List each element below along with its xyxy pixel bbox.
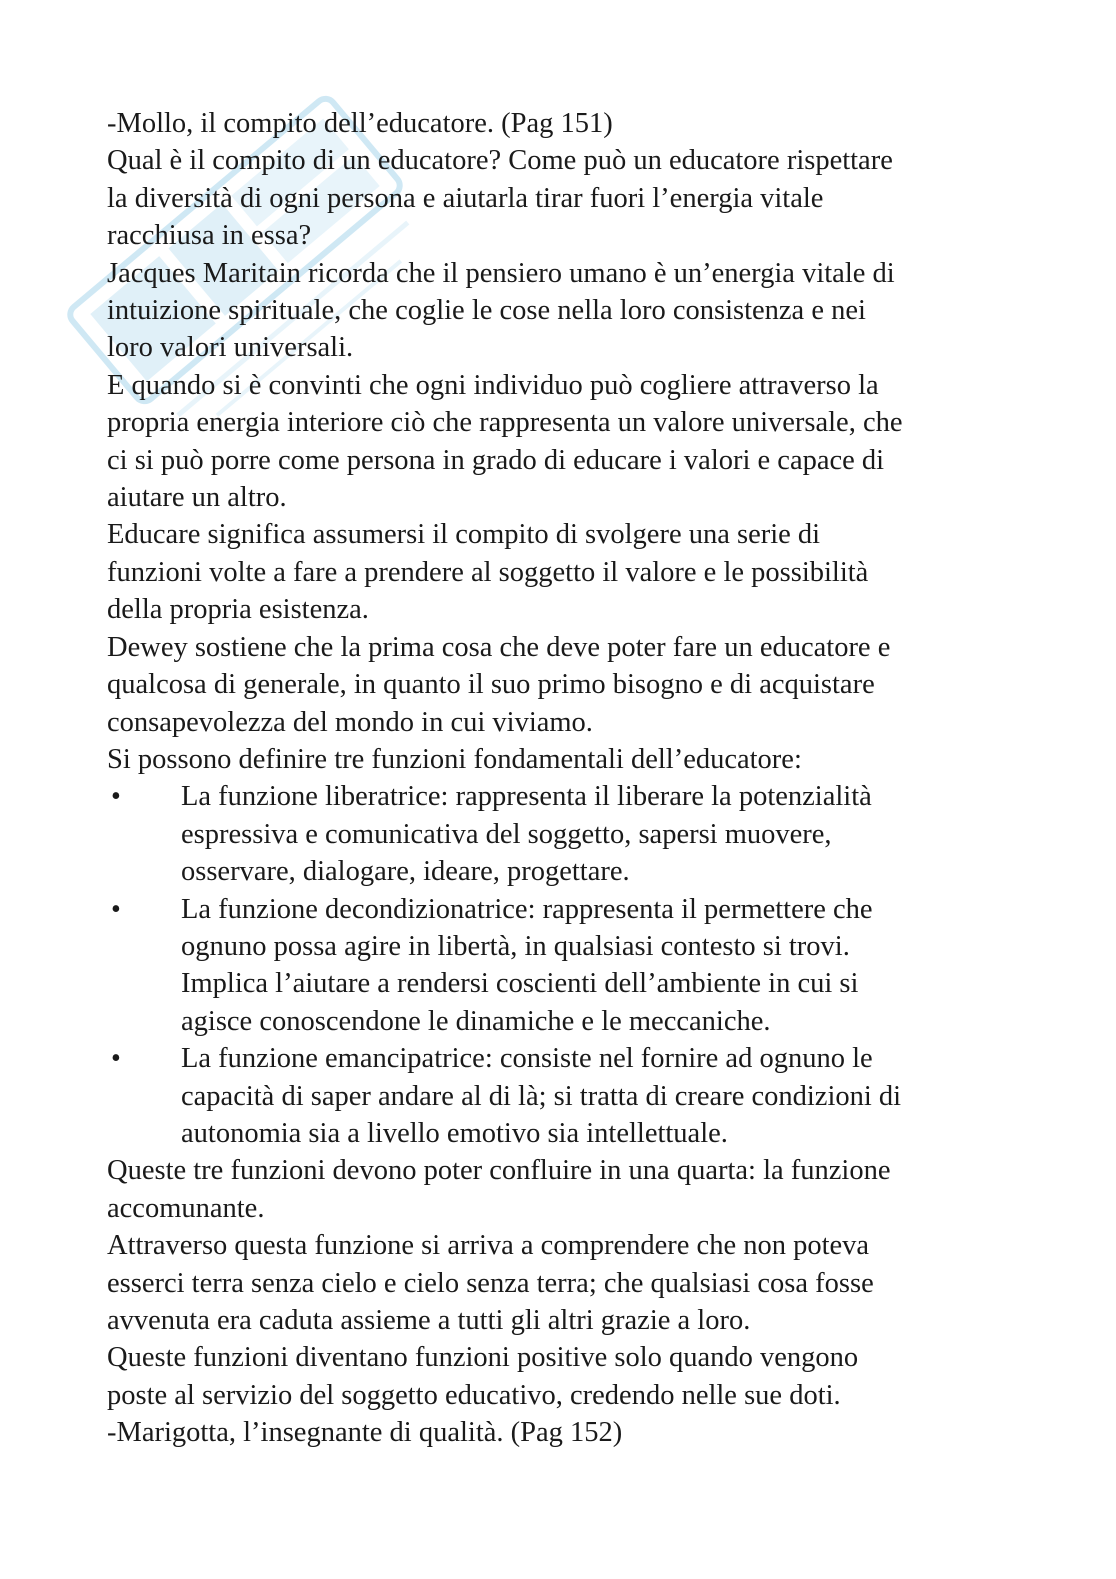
text-line: Qual è il compito di un educatore? Come può un educatore rispettare bbox=[107, 145, 893, 177]
text-line: loro valori universali. bbox=[107, 332, 354, 364]
list-item-line: capacità di saper andare al di là; si tratta di creare condizioni di bbox=[181, 1080, 902, 1112]
text-line: accomunante. bbox=[107, 1192, 265, 1224]
text-line: Educare significa assumersi il compito di svolgere una serie di bbox=[107, 519, 821, 551]
text-line: la diversità di ogni persona e aiutarla tirar fuori l’energia vitale bbox=[107, 182, 824, 214]
list-item bbox=[107, 778, 1007, 890]
text-line: aiutare un altro. bbox=[107, 482, 287, 514]
list-item-line: La funzione decondizionatrice: rappresenta il permettere che bbox=[181, 893, 873, 925]
text-line: poste al servizio del soggetto educativo, credendo nelle sue doti. bbox=[107, 1379, 841, 1411]
text-line: ci si può porre come persona in grado di educare i valori e capace di bbox=[107, 444, 885, 476]
text-line: della propria esistenza. bbox=[107, 594, 369, 626]
list-item-line: La funzione liberatrice: rappresenta il liberare la potenzialità bbox=[181, 781, 872, 813]
bullet-icon: • bbox=[111, 781, 121, 813]
list-item-line: autonomia sia a livello emotivo sia intellettuale. bbox=[181, 1117, 728, 1149]
text-line: qualcosa di generale, in quanto il suo primo bisogno e di acquistare bbox=[107, 669, 875, 701]
list-item bbox=[107, 891, 1007, 1041]
text-line: funzioni volte a fare a prendere al soggetto il valore e le possibilità bbox=[107, 556, 869, 588]
text-line: -Mollo, il compito dell’educatore. (Pag 151) bbox=[107, 108, 613, 139]
bullet-list-functions bbox=[107, 778, 1007, 1152]
list-item bbox=[107, 1040, 1007, 1152]
text-line: avvenuta era caduta assieme a tutti gli altri grazie a loro. bbox=[107, 1305, 751, 1336]
list-item-line: espressiva e comunicativa del soggetto, sapersi muovere, bbox=[181, 818, 832, 850]
text-line: intuizione spirituale, che coglie le cose nella loro consistenza e nei bbox=[107, 295, 866, 327]
list-item-line: osservare, dialogare, ideare, progettare. bbox=[181, 856, 630, 888]
list-item-line: Implica l’aiutare a rendersi coscienti dell’ambiente in cui si bbox=[181, 968, 859, 1000]
text-line: -Marigotta, l’insegnante di qualità. (Pag 152) bbox=[107, 1417, 623, 1449]
list-item-line: ognuno possa agire in libertà, in qualsiasi contesto si trovi. bbox=[181, 930, 850, 962]
list-item-line: La funzione emancipatrice: consiste nel fornire ad ognuno le bbox=[181, 1043, 873, 1075]
bullet-icon: • bbox=[111, 1043, 121, 1075]
text-line: propria energia interiore ciò che rappresenta un valore universale, che bbox=[107, 407, 903, 439]
bullet-icon: • bbox=[111, 893, 121, 925]
text-line: consapevolezza del mondo in cui viviamo. bbox=[107, 706, 593, 738]
text-line: Queste funzioni diventano funzioni positive solo quando vengono bbox=[107, 1342, 859, 1374]
text-line: E quando si è convinti che ogni individuo può cogliere attraverso la bbox=[107, 369, 879, 401]
text-line: esserci terra senza cielo e cielo senza terra; che qualsiasi cosa fosse bbox=[107, 1267, 874, 1299]
paragraph-block-conclusion bbox=[107, 1152, 1007, 1451]
list-item-line: agisce conoscendone le dinamiche e le meccaniche. bbox=[181, 1005, 771, 1037]
paragraph-block-intro bbox=[107, 105, 1007, 778]
text-line: racchiusa in essa? bbox=[107, 220, 312, 252]
text-line: Si possono definire tre funzioni fondamentali dell’educatore: bbox=[107, 743, 802, 775]
text-line: Dewey sostiene che la prima cosa che deve poter fare un educatore e bbox=[107, 631, 891, 663]
document-page bbox=[107, 105, 1007, 1452]
text-line: Jacques Maritain ricorda che il pensiero umano è un’energia vitale di bbox=[107, 257, 895, 289]
text-line: Attraverso questa funzione si arriva a comprendere che non poteva bbox=[107, 1230, 870, 1262]
text-line: Queste tre funzioni devono poter confluire in una quarta: la funzione bbox=[107, 1155, 891, 1187]
